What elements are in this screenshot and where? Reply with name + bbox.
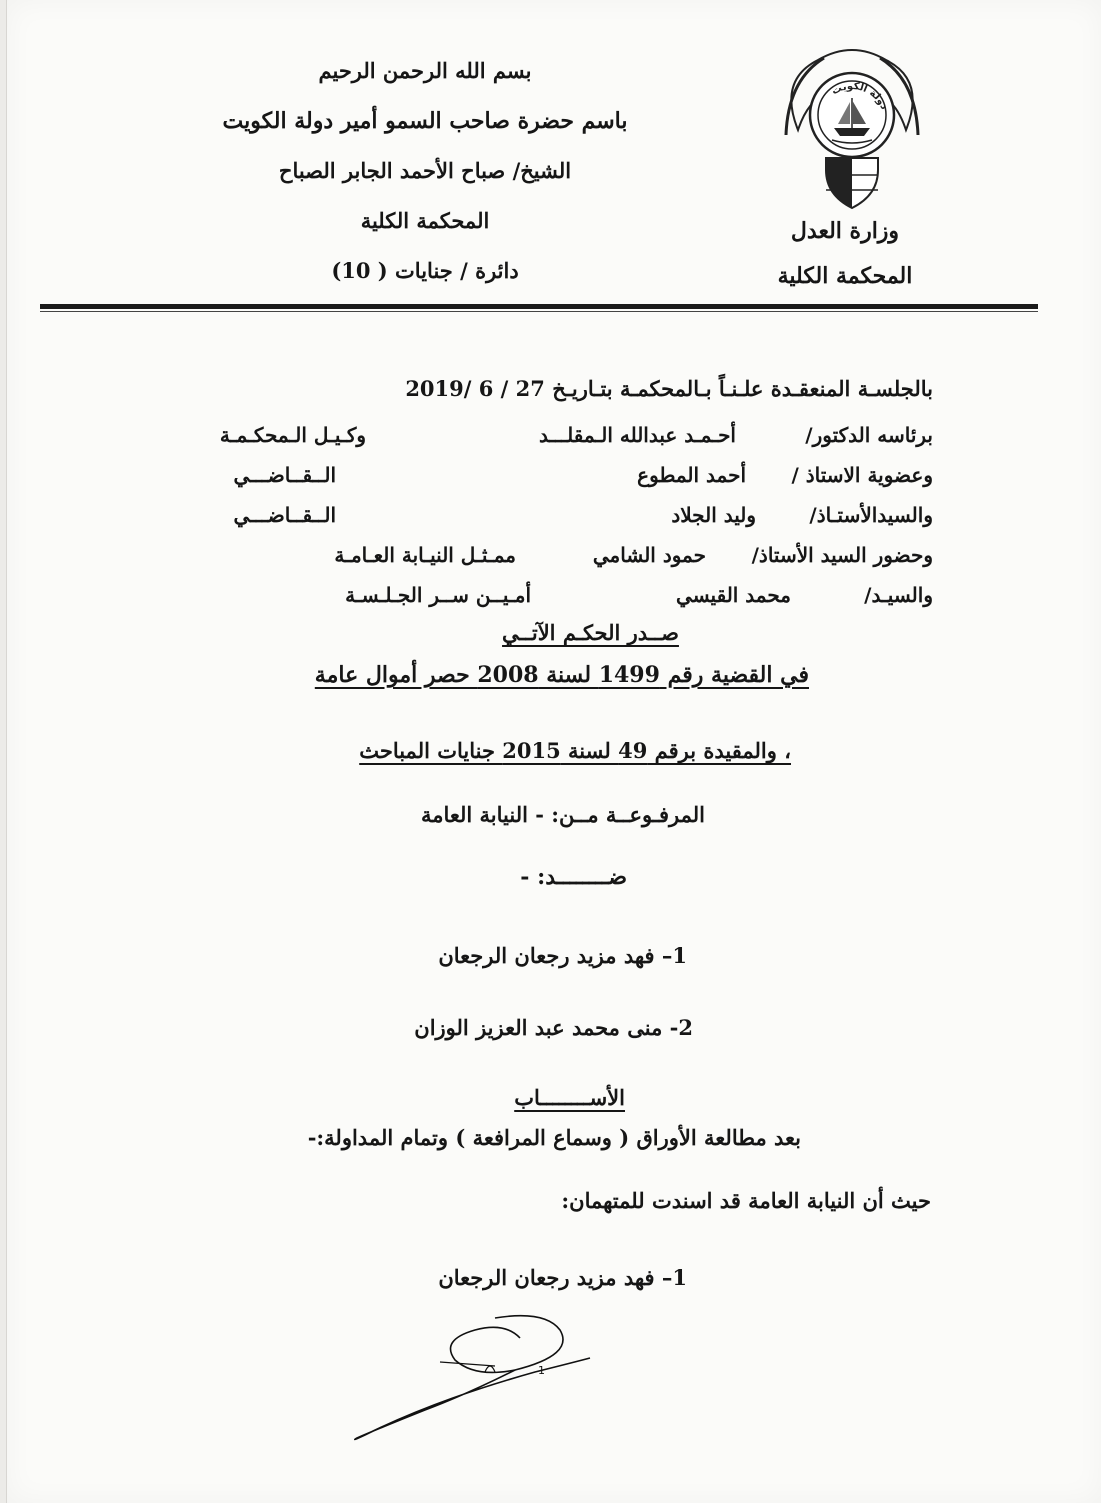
member2-name: وليد الجلاد	[671, 503, 756, 527]
signature-mark: 1	[538, 1364, 545, 1377]
ministry-name: وزارة العدل	[790, 218, 900, 244]
member1-name: أحمد المطوع	[637, 463, 746, 487]
defendant-1: 1– فهد مزيد رجعان الرجعان	[438, 943, 687, 968]
signature-scribble	[345, 1300, 605, 1450]
emblem-text: دولة الكويت	[830, 81, 890, 112]
member2-title: الــقــاضـــي	[233, 503, 336, 527]
basmala: بسم الله الرحمن الرحيم	[318, 58, 532, 83]
prosecutor-title: ممـثـل النيـابة العـامـة	[334, 543, 516, 567]
chair-title: وكـيـل الـمحكـمـة	[219, 423, 366, 447]
circuit-line: دائرة / جنايات ( 10)	[331, 258, 519, 283]
header-divider	[40, 304, 1038, 309]
clerk-title: أمـيــن ســر الجـلـسـة	[345, 583, 531, 607]
header-divider-thin	[40, 311, 1038, 312]
court-title: المحكمة الكلية	[360, 208, 490, 233]
clerk-role: والسيـد/	[864, 583, 933, 607]
defendant-2: 2- منى محمد عبد العزيز الوزان	[414, 1015, 693, 1040]
against-label: ضــــــــد: -	[520, 864, 627, 890]
case-line: في القضية رقم 1499 لسنة 2008 حصر أموال عامة	[314, 662, 809, 688]
in-name-line: باسم حضرة صاحب السمو أمير دولة الكويت	[222, 108, 628, 134]
after-review-line: بعد مطالعة الأوراق ( وسماع المرافعة ) وتمام المداولة:-	[307, 1125, 801, 1150]
chair-role: برئاسه الدكتور/	[805, 423, 933, 447]
prosecutor-role: وحضور السيد الأستاذ/	[751, 543, 933, 567]
filed-by-line: المرفـوعــة مــن: - النيابة العامة	[420, 802, 705, 827]
member2-role: والسيدالأستـاذ/	[809, 503, 933, 527]
sheikh-line: الشيخ/ صباح الأحمد الجابر الصباح	[278, 158, 572, 183]
chair-name: أحـمـد عبدالله الـمقلـــد	[539, 423, 736, 447]
member1-role: وعضوية الاستاذ /	[791, 463, 933, 487]
prosecutor-name: حمود الشامي	[592, 543, 706, 567]
clerk-name: محمد القيسي	[676, 583, 791, 607]
registered-line: ، والمقيدة برقم 49 لسنة 2015 جنايات المباحث	[359, 738, 791, 763]
verdict-issued: صــدر الحكـم الآتــي	[502, 620, 679, 645]
charged-line: حيث أن النيابة العامة قد اسندت للمتهمان:	[561, 1188, 931, 1213]
session-date-line: بالجلسـة المنعقـدة علـنـاً بـالمحكمـة بتـاريـخ 27 / 6 /2019	[405, 376, 933, 401]
reasons-title: الأســــــــاب	[514, 1085, 625, 1110]
kuwait-emblem-icon	[778, 40, 926, 212]
defendant-1-repeat: 1– فهد مزيد رجعان الرجعان	[438, 1265, 687, 1290]
ministry-court: المحكمة الكلية	[777, 263, 913, 289]
member1-title: الــقــاضـــي	[233, 463, 336, 487]
